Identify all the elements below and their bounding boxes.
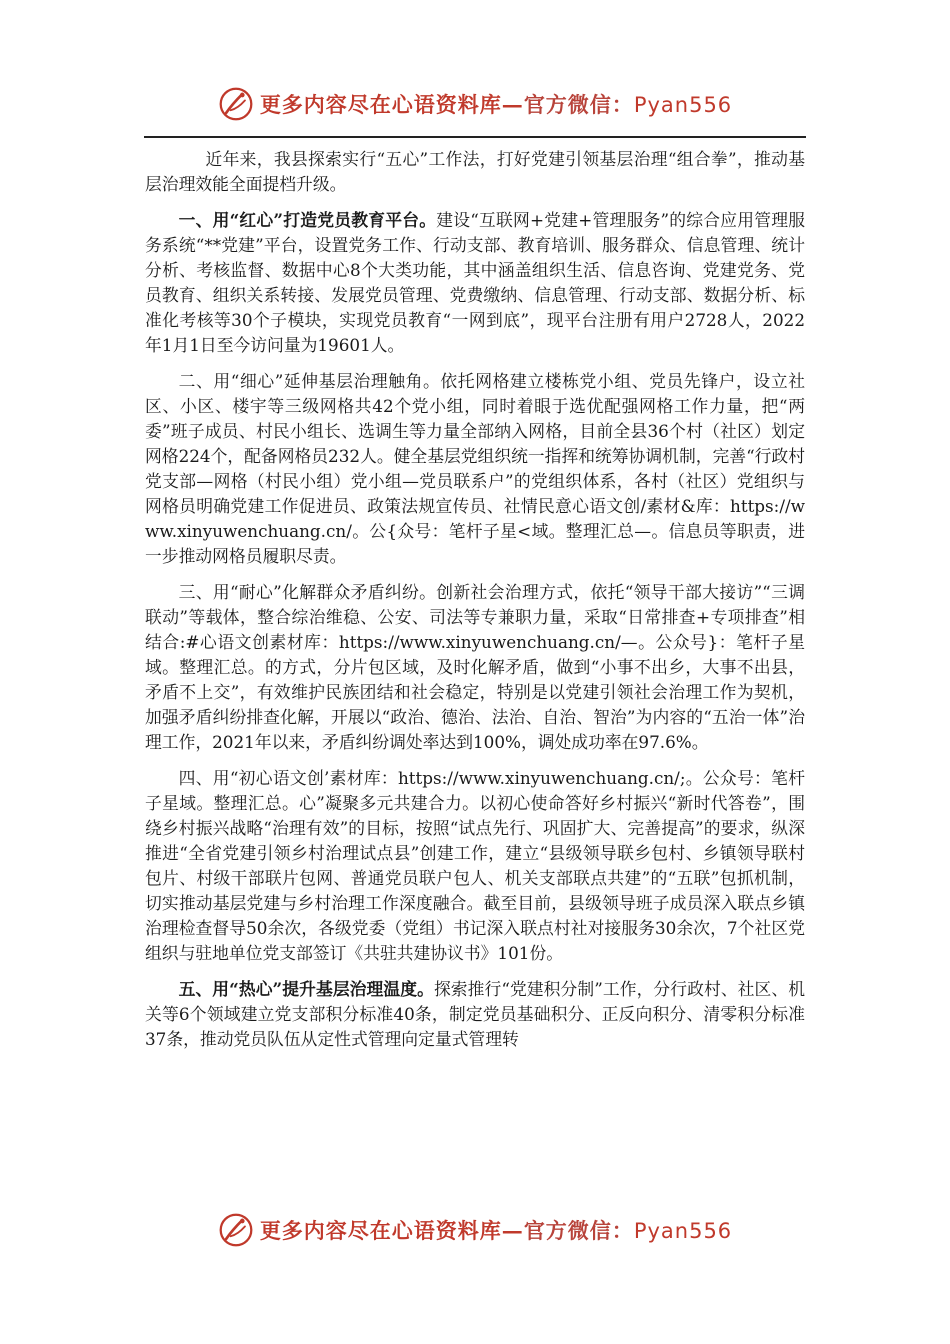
header-banner-id: Pyan556 — [633, 93, 733, 117]
paragraph-text: 四、用“初心语文创’素材库：https://www.xinyuwenchuang.cn/;。公众号：笔杆子星域。整理汇总。心”凝聚多元共建合力。以初心使命答好乡村振兴“新时代答卷”，围绕乡村振兴战略“治理有效”的目标，按照“试点先行、巩固扩大、完善提高”的要求，纵深推进“全省党建引领乡村治理试点县”创建工作，建立“县级领导联乡包村、乡镇领导联村包片、村级干部联片包网、普通党员联户包人、机关支部联点共建”的“五联”包抓机制，切实推动基层党建与乡村治理工作深度融合。截至目前，县级领导班子成员深入联点乡镇治理检查督导50余次，各级党委（党组）书记深入联点村社对接服务30余次，7个社区党组织与驻地单位党支部签订《共驻共建协议书》101份。 — [145, 768, 805, 963]
header-banner — [218, 86, 732, 122]
paragraph-text: 三、用“耐心”化解群众矛盾纠纷。创新社会治理方式，依托“领导干部大接访”“三调联动”等载体，整合综治维稳、公安、司法等专兼职力量，采取“日常排查+专项排查”相结合:#心语文创素材库：https://www.xinyuwenchuang.cn/—。公众号}：笔杆子星域。整理汇总。的方式，分片包区域，及时化解矛盾，做到“小事不出乡，大事不出县，矛盾不上交”，有效维护民族团结和社会稳定，特别是以党建引领社会治理工作为契机，加强矛盾纠纷排查化解，开展以“政治、德治、法治、自治、智治”为内容的“五治一体”治理工作，2021年以来，矛盾纠纷调处率达到100%，调处成功率在97.6%。 — [145, 582, 805, 752]
footer-banner-text — [260, 1215, 732, 1245]
paragraph-text: 近年来，我县探索实行“五心”工作法，打好党建引领基层治理“组合拳”，推动基层治理效能全面提档升级。 — [145, 149, 805, 194]
paragraph-text: 二、用“细心”延伸基层治理触角。依托网格建立楼栋党小组、党员先锋户，设立社区、小区、楼宇等三级网格共42个党小组，同时着眼于选优配强网格工作力量，把“两委”班子成员、村民小组长、选调生等力量全部纳入网格，目前全县36个村（社区）划定网格224个，配备网格员232人。健全基层党组织统一指挥和统筹协调机制，完善“行政村党支部—网格（村民小组）党小组—党员联系户”的党组织体系，各村（社区）党组织与网格员明确党建工作促进员、政策法规宣传员、社情民意心语文创/素材&库：https://www.xinyuwenchuang.cn/。公{众号：笔杆子星<域。整理汇总—。信息员等职责，进一步推动网格员履职尽责。 — [145, 371, 805, 566]
paragraph-text: 探索推行“党建积分制”工作，分行政村、社区、机关等6个领域建立党支部积分标准40条，制定党员基础积分、正反向积分、清零积分标准37条，推动党员队伍从定性式管理向定量式管理转 — [145, 979, 805, 1049]
header-banner-sub: 官方微信： — [523, 92, 634, 117]
paragraph-section-4 — [145, 766, 805, 966]
page-footer — [0, 1210, 950, 1250]
header-banner-text — [260, 89, 732, 119]
paragraph-section-5 — [145, 977, 805, 1052]
footer-banner-id: Pyan556 — [633, 1219, 733, 1243]
section-heading: 一、用“红心”打造党员教育平台。 — [178, 210, 437, 230]
paragraph-intro — [145, 147, 805, 197]
page-header — [0, 84, 950, 124]
writing-hand-logo-icon — [218, 86, 254, 122]
section-heading: 五、用“热心”提升基层治理温度。 — [178, 979, 434, 999]
paragraph-section-3 — [145, 580, 805, 755]
paragraph-text: 建设“互联网+党建+管理服务”的综合应用管理服务系统“**党建”平台，设置党务工作、行动支部、教育培训、服务群众、信息管理、统计分析、考核监督、数据中心8个大类功能，其中涵盖组织生活、信息咨询、党建党务、党员教育、组织关系转接、发展党员管理、党费缴纳、信息管理、行动支部、数据分析、标准化考核等30个子模块，实现党员教育“一网到底”，现平台注册有用户2728人，2022年1月1日至今访问量为19601人。 — [145, 210, 805, 355]
footer-banner — [218, 1212, 732, 1248]
paragraph-section-1 — [145, 208, 805, 358]
header-banner-main: 更多内容尽在心语资料库— — [259, 92, 524, 117]
footer-banner-main: 更多内容尽在心语资料库— — [259, 1218, 524, 1243]
header-divider — [144, 136, 806, 138]
footer-banner-sub: 官方微信： — [523, 1218, 634, 1243]
writing-hand-logo-icon — [218, 1212, 254, 1248]
document-body — [145, 147, 805, 1177]
paragraph-section-2 — [145, 369, 805, 569]
